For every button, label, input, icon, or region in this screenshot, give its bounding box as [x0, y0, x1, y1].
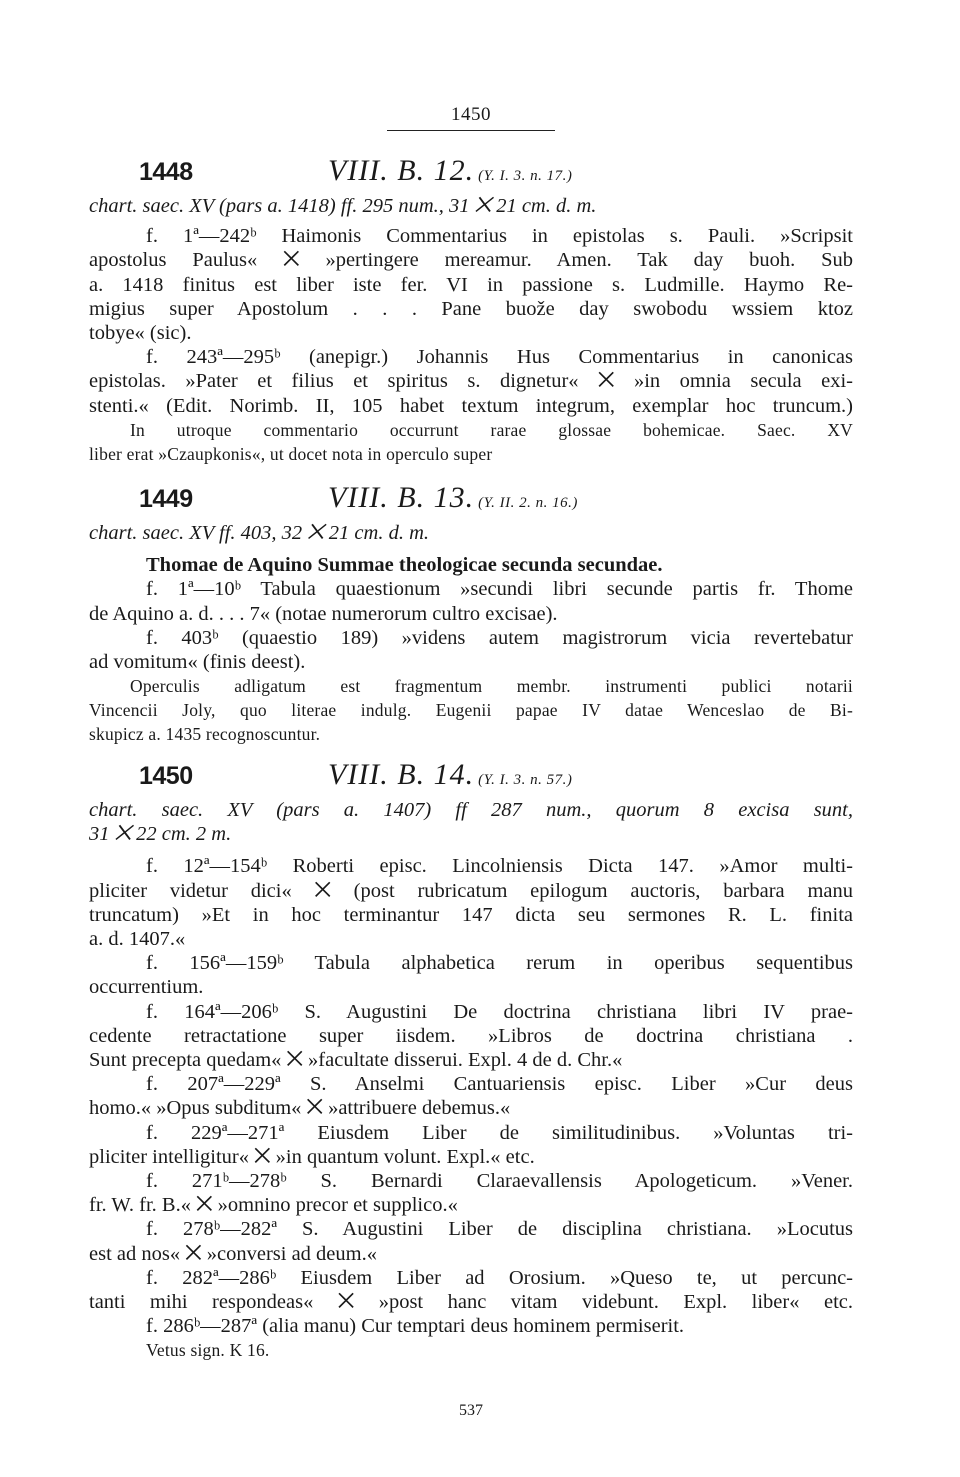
folio-number: 537	[459, 1402, 483, 1419]
entry-header	[89, 154, 853, 194]
content-line: fr. W. fr. B.« ⨉ »omnino precor et supplico.«	[89, 1194, 458, 1217]
entry-contents	[89, 224, 853, 466]
note-line: Vincencii Joly, quo literae indulg. Eugenii papae IV datae Wenceslao de Bi-	[89, 700, 853, 721]
header-rule	[387, 130, 555, 131]
content-line: stenti.« (Edit. Norimb. II, 105 habet textum integrum, exemplar hoc truncum.)	[89, 394, 853, 417]
content-line: f. 12ª—154ᵇ Roberti episc. Lincolniensis Dicta 147. »Amor multi-	[146, 855, 853, 878]
content-line: tanti mihi respondeas« ⨉ »post hanc vitam videbunt. Expl. liber« etc.	[89, 1291, 853, 1314]
content-line: tobye« (sic).	[89, 322, 192, 345]
old-signature: (Y. I. 3. n. 57.)	[478, 772, 573, 788]
note-line: Operculis adligatum est fragmentum membr. instrumenti publici notarii	[130, 676, 853, 697]
entry-1449	[89, 481, 853, 746]
content-line: a. d. 1407.«	[89, 928, 186, 951]
content-line: epistolas. »Pater et filius et spiritus s. dignetur« ⨉ »in omnia secula exi-	[89, 370, 853, 393]
entry-description: chart. saec. XV (pars a. 1407) ff 287 num., quorum 8 excisa sunt,	[89, 799, 853, 821]
content-line: cedente retractatione super iisdem. »Libros de doctrina christiana .	[89, 1024, 853, 1047]
note-line: Vetus sign. K 16.	[146, 1340, 270, 1361]
note-line: skupicz a. 1435 recognoscuntur.	[89, 724, 321, 745]
note-line: liber erat »Czaupkonis«, ut docet nota in operculo super	[89, 443, 493, 464]
manuscript-catalogue-page	[89, 0, 853, 1477]
content-line: f. 282ª—286ᵇ Eiusdem Liber ad Orosium. »Queso te, ut percunc-	[146, 1266, 853, 1289]
content-line: f. 164ª—206ᵇ S. Augustini De doctrina christiana libri IV prae-	[146, 1000, 853, 1023]
entry-description: chart. saec. XV (pars a. 1418) ff. 295 num., 31 ⨉ 21 cm. d. m.	[89, 195, 597, 217]
content-line: f. 207ª—229ª S. Anselmi Cantuariensis episc. Liber »Cur deus	[146, 1073, 853, 1096]
content-line: f. 156ª—159ᵇ Tabula alphabetica rerum in operibus sequentibus	[146, 952, 853, 975]
entry-contents	[89, 854, 853, 1362]
content-line: pliciter videtur dici« ⨉ (post rubricatum epilogum auctoris, barbara manu	[89, 879, 853, 902]
note-line: In utroque commentario occurrunt rarae glossae bohemicae. Saec. XV	[130, 419, 853, 440]
content-line: occurrentium.	[89, 976, 204, 999]
content-line: migius super Apostolum . . . Pane buože day swobodu wssiem ktoz	[89, 297, 853, 320]
content-line: pliciter intelligitur« ⨉ »in quantum volunt. Expl.« etc.	[89, 1145, 535, 1168]
content-line: f. 243ª—295ᵇ (anepigr.) Johannis Hus Commentarius in canonicas	[146, 346, 853, 369]
content-line: f. 1ª—10ᵇ Tabula quaestionum »secundi libri secunde partis fr. Thome	[146, 578, 853, 601]
content-line: de Aquino a. d. . . . 7« (notae numerorum cultro excisae).	[89, 602, 558, 625]
content-line: Sunt precepta quedam« ⨉ »facultate disserui. Expl. 4 de d. Chr.«	[89, 1049, 623, 1072]
entry-signature: VIII. B. 12. (Y. I. 3. n. 17.)	[328, 154, 573, 187]
entry-header	[89, 481, 853, 521]
content-line: f. 286ᵇ—287ª (alia manu) Cur temptari deus hominem permiserit.	[146, 1315, 685, 1338]
content-line: f. 271ᵇ—278ᵇ S. Bernardi Claraevallensis Apologeticum. »Vener.	[146, 1170, 853, 1193]
entry-number: 1448	[139, 158, 193, 186]
page-number: 1450	[451, 104, 491, 125]
content-line: f. 229ª—271ª Eiusdem Liber de similitudinibus. »Voluntas tri-	[146, 1121, 853, 1144]
content-line: f. 403ᵇ (quaestio 189) »videns autem magistrorum vicia revertebatur	[146, 626, 853, 649]
old-signature: (Y. II. 2. n. 16.)	[478, 495, 578, 511]
content-line: ad vomitum« (finis deest).	[89, 651, 306, 674]
entry-description: chart. saec. XV ff. 403, 32 ⨉ 21 cm. d. m.	[89, 522, 429, 544]
entry-signature: VIII. B. 13. (Y. II. 2. n. 16.)	[328, 481, 578, 514]
content-line: a. 1418 finitus est liber iste fer. VI in passione s. Ludmille. Haymo Re-	[89, 273, 853, 296]
content-line: homo.« »Opus subditum« ⨉ »attribuere debemus.«	[89, 1097, 511, 1120]
entry-header	[89, 758, 853, 798]
content-line: truncatum) »Et in hoc terminantur 147 dicta seu sermones R. L. finita	[89, 903, 853, 926]
content-line: f. 1ª—242ᵇ Haimonis Commentarius in epistolas s. Pauli. »Scripsit	[146, 225, 853, 248]
content-line: est ad nos« ⨉ »conversi ad deum.«	[89, 1242, 377, 1265]
entry-number: 1449	[139, 485, 193, 513]
content-line: f. 278ᵇ—282ª S. Augustini Liber de disciplina christiana. »Locutus	[146, 1218, 853, 1241]
entry-signature: VIII. B. 14. (Y. I. 3. n. 57.)	[328, 758, 573, 791]
entry-number: 1450	[139, 762, 193, 790]
old-signature: (Y. I. 3. n. 17.)	[478, 168, 573, 184]
entry-heading: Thomae de Aquino Summae theologicae secunda secundae.	[146, 554, 663, 577]
content-line: apostolus Paulus« ⨉ »pertingere mereamur. Amen. Tak day buoh. Sub	[89, 249, 853, 272]
entry-description: 31 ⨉ 22 cm. 2 m.	[89, 823, 232, 846]
entry-1448	[89, 154, 853, 466]
entry-1450	[89, 758, 853, 1362]
